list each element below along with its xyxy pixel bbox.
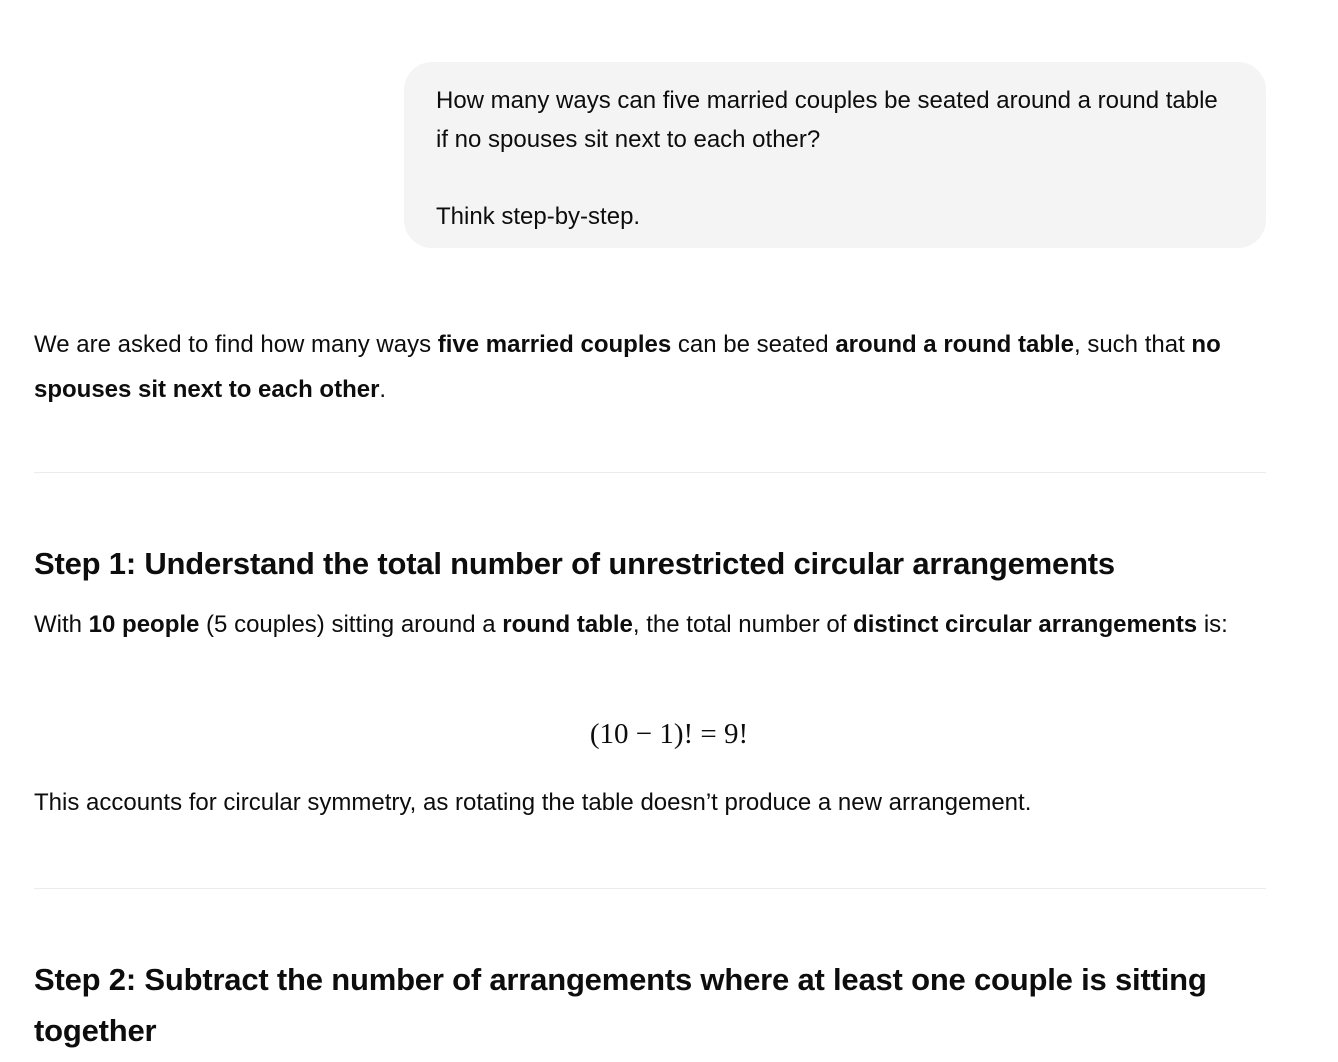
step-1-paragraph bbox=[34, 602, 1268, 647]
step1-bold-3: distinct circular arrangements bbox=[853, 611, 1198, 638]
step1-bold-2: round table bbox=[502, 611, 633, 638]
intro-bold-2: around a round table bbox=[835, 331, 1074, 358]
user-message-bubble bbox=[404, 62, 1266, 248]
step1-text-1: With bbox=[34, 611, 89, 638]
user-message-instruction: Think step-by-step. bbox=[436, 202, 641, 230]
step1-text-4: is: bbox=[1197, 611, 1228, 638]
step-1-explanation: This accounts for circular symmetry, as rotating the table doesn’t produce a new arrangement. bbox=[34, 789, 1032, 816]
section-divider bbox=[34, 888, 1266, 889]
step-1-heading: Step 1: Understand the total number of unrestricted circular arrangements bbox=[34, 546, 1115, 581]
step1-text-3: , the total number of bbox=[632, 611, 854, 638]
intro-text-2: can be seated bbox=[671, 331, 836, 358]
step-1-formula: (10 − 1)! = 9! bbox=[589, 718, 749, 750]
step1-text-2: (5 couples) sitting around a bbox=[199, 611, 503, 638]
intro-bold-1: five married couples bbox=[437, 331, 672, 358]
user-message-question: How many ways can five married couples be seated around a round table if no spouses sit next to each other? bbox=[436, 87, 1218, 153]
step-2-heading: Step 2: Subtract the number of arrangements where at least one couple is sitting together bbox=[34, 962, 1207, 1048]
intro-text-4: . bbox=[379, 376, 387, 403]
intro-bold-3: no spouses sit next to each other bbox=[34, 331, 1221, 403]
intro-text-3: , such that bbox=[1074, 331, 1192, 358]
section-divider bbox=[34, 472, 1266, 473]
intro-text-1: We are asked to find how many ways bbox=[34, 331, 438, 358]
step1-bold-1: 10 people bbox=[88, 611, 200, 638]
assistant-intro bbox=[34, 322, 1268, 412]
